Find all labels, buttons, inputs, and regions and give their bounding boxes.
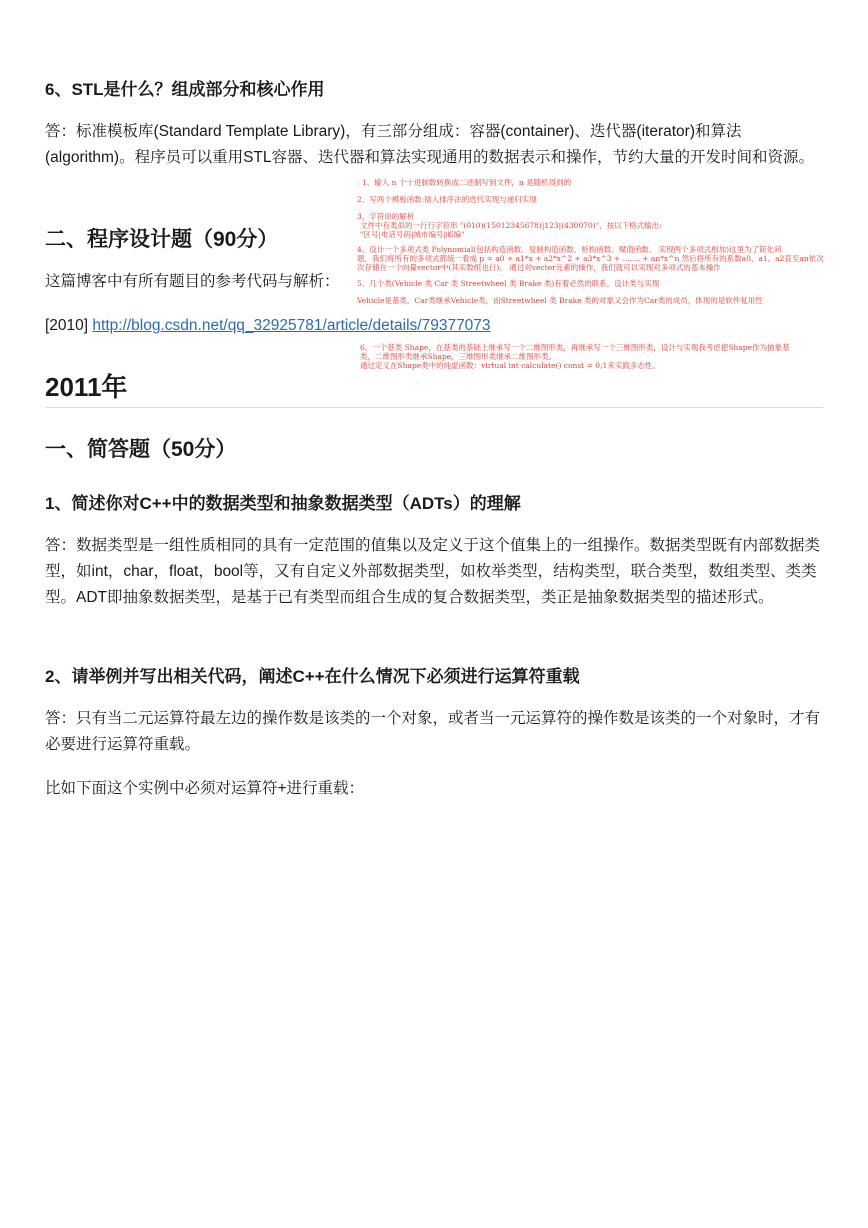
- q1-answer: 答：数据类型是一组性质相同的具有一定范围的值集以及定义于这个值集上的一组操作。数据类型既有内部数据类型，如int，char，float，bool等，又有自定义外部数据类型，如枚举类型，结构类型，联合类型，数组类型、类类型。ADT即抽象数据类型，是基于已有类型而组合生成的复合数据类型，类正是抽象数据类型的描述形式。: [45, 537, 821, 606]
- q6-answer: 答：标准模板库(Standard Template Library)，有三部分组成：容器(container)、迭代器(iterator)和算法(algorithm)。程序员可以重用STL容器、迭代器和算法实现通用的数据表示和操作，节约大量的开发时间和资源。: [45, 123, 815, 166]
- reference-prefix: [2010]: [45, 317, 93, 334]
- section-short-answer-title: 一、简答题（50分）: [45, 438, 237, 461]
- section-programming-title: 二、程序设计题（90分）: [45, 228, 279, 251]
- note-4a: 4、设计一个多项式类 Polynomial(包括构造函数、复制构造函数、析构函数、赋值函数、 实现两个多项式相加)这里为了简化问: [357, 245, 782, 254]
- note-6c: 通过定义在Shape类中的纯虚函数：virtual int calculate() const = 0;1来实践多态性。: [360, 361, 660, 370]
- note-6b: 类，二维图形类继承Shape，三维图形类继承二维图形类。: [360, 352, 557, 361]
- blog-link[interactable]: http://blog.csdn.net/qq_32925781/article/details/79377073: [92, 317, 491, 334]
- heading-divider: [45, 407, 823, 408]
- note-2: 2、写两个模板函数:插入排序法的迭代实现与递归实现: [357, 195, 537, 204]
- q6-title: 6、STL是什么？组成部分和核心作用: [45, 80, 325, 99]
- q2-title: 2、请举例并写出相关代码，阐述C++在什么情况下必须进行运算符重载: [45, 667, 580, 686]
- note-6a: 6、一个基类 Shape，在基类的基础上继承写一个二维图形类，再继承写一个三维图形类，设计与实现我考虑把Shape作为抽象基: [360, 343, 790, 352]
- note-5a: 5、几个类(Vehicle 类 Car 类 Streetwheel 类 Brake 类)有着必然的联系，设计类与实现: [357, 279, 660, 288]
- note-3c: "区号|电话号码|城市编号|邮编": [360, 230, 465, 239]
- reference-line: [45, 313, 825, 339]
- q1-title: 1、简述你对C++中的数据类型和抽象数据类型（ADTs）的理解: [45, 494, 521, 513]
- note-4b: 题，我们将所有的多项式都统一看成 p = a0 + a1*x + a2*x^2 + a3*x^3 + ……. + an*x^n 然后将所有的系数a0、a1、a2直至an依次: [357, 254, 824, 263]
- note-5b: Vehicle是基类，Car类继承Vehicle类，而Streetwheel 类 Brake 类的对象又会作为Car类的成员，体现的是软件复用性: [357, 296, 763, 305]
- q2-example-intro: 比如下面这个实例中必须对运算符+进行重载：: [45, 780, 365, 797]
- q2-answer: 答：只有当二元运算符最左边的操作数是该类的一个对象，或者当一元运算符的操作数是该类的一个对象时，才有必要进行运算符重载。: [45, 710, 821, 753]
- note-4c: 次存储在一个向量vector中(其实数组也行)。 通过对vector元素的操作，我们就可以实现对多项式的基本操作: [357, 263, 721, 272]
- note-1: 1、输入 n 个十进制数转换成二进制写到文件，n 是随机得到的: [362, 178, 572, 187]
- blog-intro: 这篇博客中有所有题目的参考代码与解析：: [45, 273, 340, 290]
- note-3a: 3、字符串的解析: [357, 212, 415, 221]
- note-3b: 文件中有类似的一行行字符串 "(010)(15012345678)|123|(430070)"，按以下格式输出:: [360, 221, 662, 230]
- year-2011-heading: 2011年: [45, 372, 128, 402]
